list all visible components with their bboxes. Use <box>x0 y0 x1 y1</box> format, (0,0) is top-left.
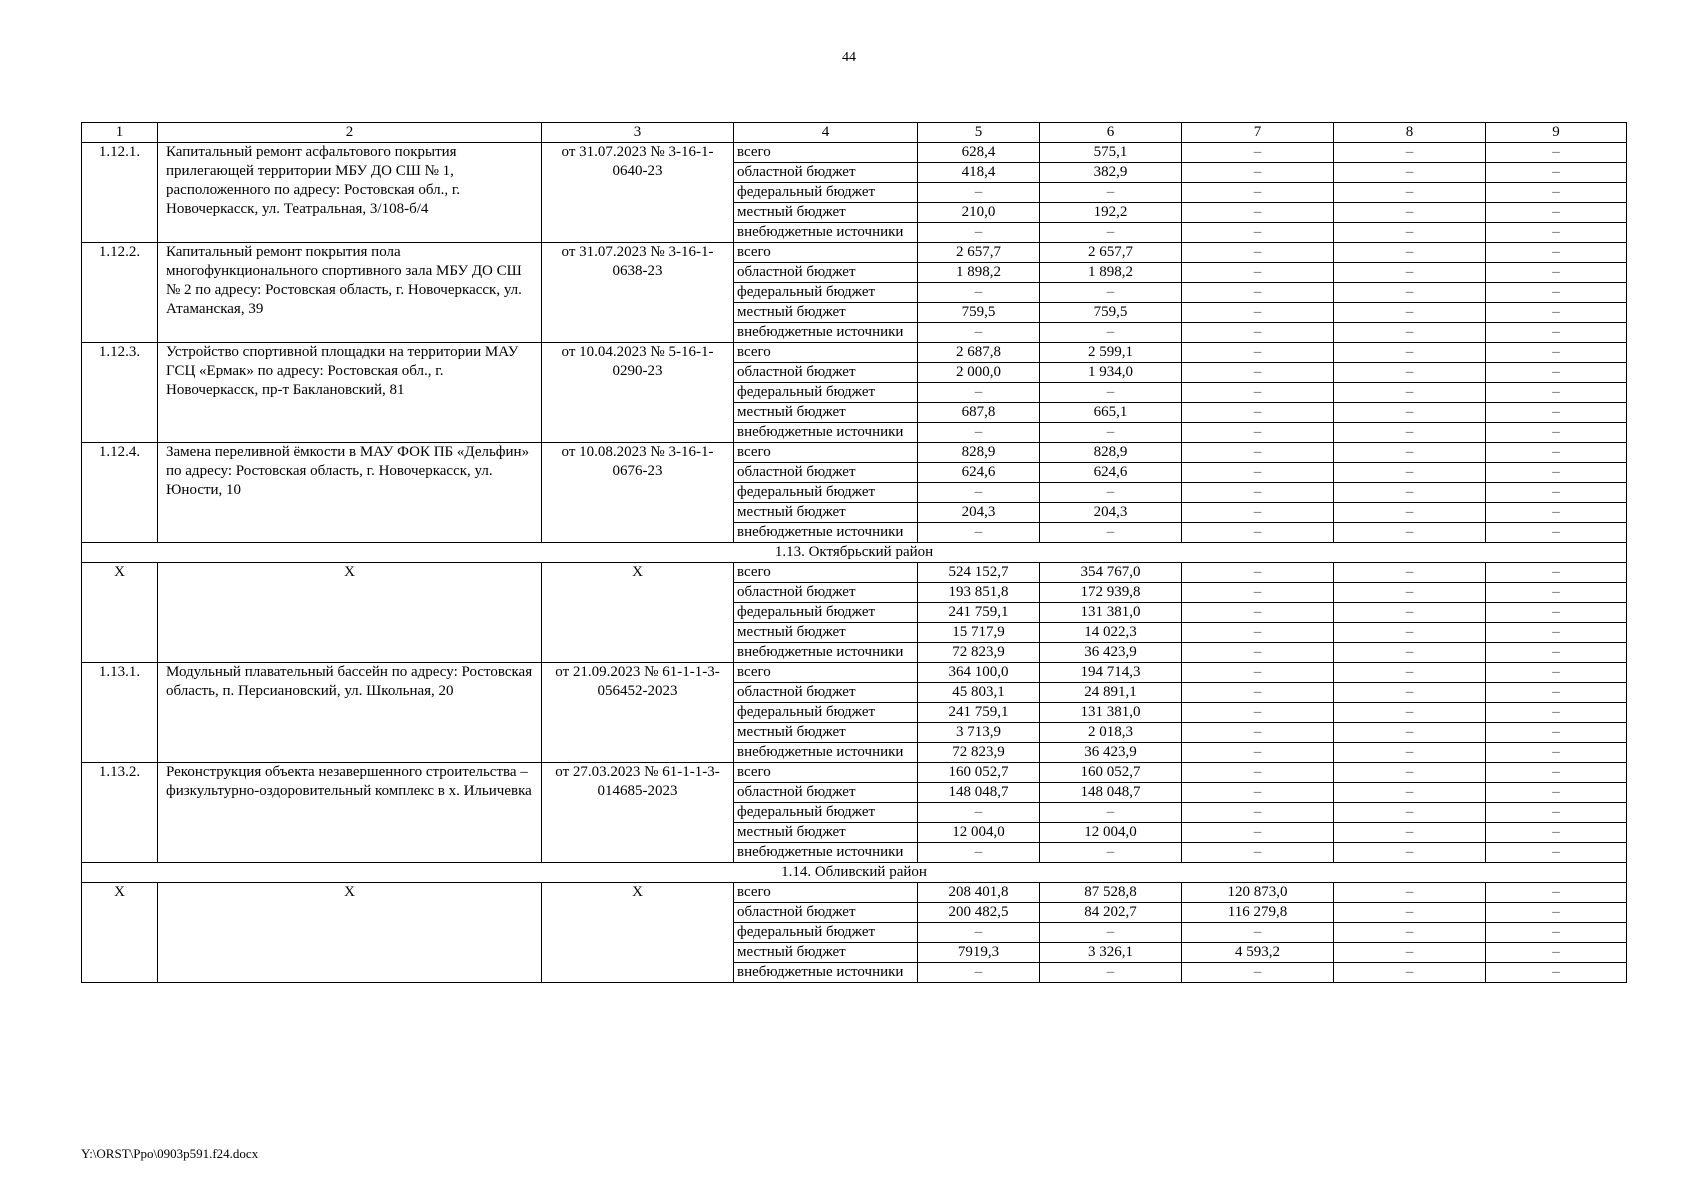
amount-cell: – <box>1486 443 1627 463</box>
amount-cell: – <box>1182 843 1334 863</box>
funding-source: местный бюджет <box>734 623 918 643</box>
amount-cell: 172 939,8 <box>1040 583 1182 603</box>
amount-cell: – <box>1040 323 1182 343</box>
amount-cell: 2 018,3 <box>1040 723 1182 743</box>
section-title: 1.13. Октябрьский район <box>82 543 1627 563</box>
column-number: 8 <box>1334 123 1486 143</box>
amount-cell: 72 823,9 <box>918 743 1040 763</box>
amount-cell: 241 759,1 <box>918 603 1040 623</box>
amount-cell: 84 202,7 <box>1040 903 1182 923</box>
amount-cell: – <box>1334 303 1486 323</box>
item-document: от 21.09.2023 № 61-1-1-3-056452-2023 <box>542 663 734 763</box>
amount-cell: – <box>1182 503 1334 523</box>
item-document: от 10.08.2023 № 3-16-1-0676-23 <box>542 443 734 543</box>
funding-source: всего <box>734 883 918 903</box>
budget-table <box>81 122 1627 983</box>
amount-cell: – <box>1486 943 1627 963</box>
amount-cell: 575,1 <box>1040 143 1182 163</box>
amount-cell: – <box>1182 683 1334 703</box>
funding-source: федеральный бюджет <box>734 703 918 723</box>
amount-cell: – <box>1182 563 1334 583</box>
column-number-row <box>82 123 1627 143</box>
amount-cell: – <box>1486 243 1627 263</box>
amount-cell: 24 891,1 <box>1040 683 1182 703</box>
amount-cell: – <box>1182 403 1334 423</box>
amount-cell: 192,2 <box>1040 203 1182 223</box>
amount-cell: 7919,3 <box>918 943 1040 963</box>
column-number: 7 <box>1182 123 1334 143</box>
amount-cell: – <box>1486 763 1627 783</box>
item-document: от 27.03.2023 № 61-1-1-3-014685-2023 <box>542 763 734 863</box>
amount-cell: – <box>1486 843 1627 863</box>
amount-cell: – <box>1486 183 1627 203</box>
amount-cell: – <box>1486 363 1627 383</box>
amount-cell: 45 803,1 <box>918 683 1040 703</box>
amount-cell: 14 022,3 <box>1040 623 1182 643</box>
amount-cell: 15 717,9 <box>918 623 1040 643</box>
amount-cell: – <box>1486 703 1627 723</box>
amount-cell: – <box>1486 403 1627 423</box>
amount-cell: – <box>918 963 1040 983</box>
amount-cell: – <box>1040 923 1182 943</box>
amount-cell: – <box>1486 343 1627 363</box>
amount-cell: – <box>1486 523 1627 543</box>
amount-cell: – <box>1334 223 1486 243</box>
amount-cell: – <box>1182 763 1334 783</box>
funding-source: местный бюджет <box>734 823 918 843</box>
amount-cell: – <box>1486 203 1627 223</box>
amount-cell: – <box>1182 163 1334 183</box>
funding-source: федеральный бюджет <box>734 803 918 823</box>
item-name: X <box>158 563 542 663</box>
amount-cell: – <box>1486 583 1627 603</box>
amount-cell: 194 714,3 <box>1040 663 1182 683</box>
amount-cell: – <box>1486 603 1627 623</box>
amount-cell: – <box>1182 323 1334 343</box>
funding-source: всего <box>734 663 918 683</box>
amount-cell: – <box>918 843 1040 863</box>
amount-cell: – <box>1486 283 1627 303</box>
amount-cell: – <box>1334 803 1486 823</box>
section-title: 1.14. Обливский район <box>82 863 1627 883</box>
funding-source: областной бюджет <box>734 363 918 383</box>
amount-cell: – <box>1182 183 1334 203</box>
item-number: 1.13.1. <box>82 663 158 763</box>
funding-source: местный бюджет <box>734 203 918 223</box>
amount-cell: – <box>1182 463 1334 483</box>
amount-cell: 828,9 <box>918 443 1040 463</box>
amount-cell: 120 873,0 <box>1182 883 1334 903</box>
funding-source: всего <box>734 763 918 783</box>
amount-cell: 200 482,5 <box>918 903 1040 923</box>
amount-cell: – <box>918 283 1040 303</box>
amount-cell: 665,1 <box>1040 403 1182 423</box>
column-number: 6 <box>1040 123 1182 143</box>
amount-cell: 116 279,8 <box>1182 903 1334 923</box>
amount-cell: – <box>918 383 1040 403</box>
amount-cell: – <box>1486 823 1627 843</box>
amount-cell: – <box>1182 263 1334 283</box>
amount-cell: – <box>1334 923 1486 943</box>
item-number: X <box>82 563 158 663</box>
funding-source: местный бюджет <box>734 303 918 323</box>
funding-source: федеральный бюджет <box>734 183 918 203</box>
amount-cell: 36 423,9 <box>1040 743 1182 763</box>
amount-cell: 1 934,0 <box>1040 363 1182 383</box>
item-name: Устройство спортивной площадки на территории МАУ ГСЦ «Ермак» по адресу: Ростовская обл., г. Новочеркасск, пр-т Баклановский, 81 <box>158 343 542 443</box>
item-name: Капитальный ремонт покрытия пола многофункционального спортивного зала МБУ ДО СШ № 2 по адресу: Ростовская область, г. Новочеркасск, ул. Атаманская, 39 <box>158 243 542 343</box>
amount-cell: – <box>1040 383 1182 403</box>
amount-cell: – <box>1182 723 1334 743</box>
amount-cell: – <box>1182 823 1334 843</box>
amount-cell: – <box>1334 883 1486 903</box>
amount-cell: – <box>1334 603 1486 623</box>
amount-cell: 160 052,7 <box>1040 763 1182 783</box>
item-number: X <box>82 883 158 983</box>
amount-cell: – <box>1182 283 1334 303</box>
amount-cell: – <box>1486 263 1627 283</box>
amount-cell: – <box>1182 803 1334 823</box>
amount-cell: – <box>1182 203 1334 223</box>
amount-cell: – <box>1486 483 1627 503</box>
amount-cell: 2 657,7 <box>1040 243 1182 263</box>
amount-cell: 241 759,1 <box>918 703 1040 723</box>
amount-cell: – <box>1334 463 1486 483</box>
amount-cell: – <box>1182 343 1334 363</box>
item-number: 1.13.2. <box>82 763 158 863</box>
amount-cell: – <box>1182 703 1334 723</box>
amount-cell: – <box>1040 183 1182 203</box>
amount-cell: – <box>1182 523 1334 543</box>
amount-cell: – <box>1040 843 1182 863</box>
amount-cell: – <box>1334 683 1486 703</box>
amount-cell: 204,3 <box>918 503 1040 523</box>
funding-source: внебюджетные источники <box>734 643 918 663</box>
amount-cell: 131 381,0 <box>1040 703 1182 723</box>
amount-cell: – <box>1486 783 1627 803</box>
amount-cell: – <box>1182 383 1334 403</box>
item-name: Модульный плавательный бассейн по адресу: Ростовская область, п. Персиановский, ул. Школьная, 20 <box>158 663 542 763</box>
amount-cell: – <box>1334 503 1486 523</box>
item-document: от 10.04.2023 № 5-16-1-0290-23 <box>542 343 734 443</box>
funding-source: местный бюджет <box>734 503 918 523</box>
amount-cell: – <box>1486 663 1627 683</box>
funding-source: областной бюджет <box>734 683 918 703</box>
amount-cell: – <box>1040 803 1182 823</box>
amount-cell: 148 048,7 <box>1040 783 1182 803</box>
amount-cell: 87 528,8 <box>1040 883 1182 903</box>
table-row <box>82 343 1627 363</box>
funding-source: областной бюджет <box>734 583 918 603</box>
amount-cell: 354 767,0 <box>1040 563 1182 583</box>
amount-cell: – <box>1182 603 1334 623</box>
amount-cell: – <box>1334 643 1486 663</box>
amount-cell: – <box>1334 423 1486 443</box>
item-number: 1.12.2. <box>82 243 158 343</box>
funding-source: внебюджетные источники <box>734 223 918 243</box>
table-row <box>82 443 1627 463</box>
amount-cell: – <box>1334 183 1486 203</box>
amount-cell: 2 657,7 <box>918 243 1040 263</box>
amount-cell: – <box>1040 423 1182 443</box>
funding-source: областной бюджет <box>734 263 918 283</box>
amount-cell: – <box>1182 143 1334 163</box>
amount-cell: 12 004,0 <box>918 823 1040 843</box>
funding-source: внебюджетные источники <box>734 963 918 983</box>
amount-cell: – <box>1182 923 1334 943</box>
amount-cell: – <box>918 423 1040 443</box>
amount-cell: – <box>918 483 1040 503</box>
funding-source: всего <box>734 343 918 363</box>
amount-cell: – <box>1182 643 1334 663</box>
amount-cell: 759,5 <box>918 303 1040 323</box>
amount-cell: 210,0 <box>918 203 1040 223</box>
amount-cell: – <box>1334 323 1486 343</box>
amount-cell: – <box>1182 743 1334 763</box>
funding-source: федеральный бюджет <box>734 483 918 503</box>
funding-source: федеральный бюджет <box>734 923 918 943</box>
amount-cell: – <box>1334 743 1486 763</box>
amount-cell: 759,5 <box>1040 303 1182 323</box>
funding-source: местный бюджет <box>734 723 918 743</box>
amount-cell: – <box>1486 903 1627 923</box>
amount-cell: – <box>1040 963 1182 983</box>
funding-source: областной бюджет <box>734 163 918 183</box>
funding-source: всего <box>734 563 918 583</box>
amount-cell: 148 048,7 <box>918 783 1040 803</box>
amount-cell: – <box>1334 703 1486 723</box>
amount-cell: – <box>1334 163 1486 183</box>
amount-cell: – <box>1334 523 1486 543</box>
funding-source: внебюджетные источники <box>734 523 918 543</box>
amount-cell: – <box>918 183 1040 203</box>
amount-cell: – <box>1040 283 1182 303</box>
amount-cell: – <box>1334 623 1486 643</box>
amount-cell: 524 152,7 <box>918 563 1040 583</box>
amount-cell: – <box>1486 803 1627 823</box>
funding-source: внебюджетные источники <box>734 743 918 763</box>
amount-cell: 628,4 <box>918 143 1040 163</box>
funding-source: федеральный бюджет <box>734 603 918 623</box>
amount-cell: – <box>1486 683 1627 703</box>
funding-source: внебюджетные источники <box>734 423 918 443</box>
column-number: 5 <box>918 123 1040 143</box>
amount-cell: – <box>1486 643 1627 663</box>
item-name: Капитальный ремонт асфальтового покрытия прилегающей территории МБУ ДО СШ № 1, расположенного по адресу: Ростовская обл., г. Новочеркасск, ул. Театральная, 3/108-б/4 <box>158 143 542 243</box>
item-number: 1.12.1. <box>82 143 158 243</box>
table-row <box>82 763 1627 783</box>
section-header-row <box>82 863 1627 883</box>
amount-cell: – <box>1486 303 1627 323</box>
item-document: от 31.07.2023 № 3-16-1-0640-23 <box>542 143 734 243</box>
amount-cell: – <box>1334 663 1486 683</box>
table-row <box>82 883 1627 903</box>
amount-cell: – <box>1334 843 1486 863</box>
amount-cell: – <box>1334 263 1486 283</box>
amount-cell: – <box>1182 783 1334 803</box>
amount-cell: – <box>1334 343 1486 363</box>
funding-source: внебюджетные источники <box>734 843 918 863</box>
amount-cell: 12 004,0 <box>1040 823 1182 843</box>
amount-cell: – <box>1182 583 1334 603</box>
amount-cell: – <box>1182 243 1334 263</box>
funding-source: всего <box>734 243 918 263</box>
amount-cell: – <box>1334 763 1486 783</box>
item-name: Реконструкция объекта незавершенного строительства – физкультурно-оздоровительный комплекс в х. Ильичевка <box>158 763 542 863</box>
amount-cell: – <box>1486 323 1627 343</box>
amount-cell: – <box>1040 483 1182 503</box>
item-document: X <box>542 563 734 663</box>
amount-cell: 418,4 <box>918 163 1040 183</box>
amount-cell: – <box>918 323 1040 343</box>
funding-source: внебюджетные источники <box>734 323 918 343</box>
amount-cell: 4 593,2 <box>1182 943 1334 963</box>
page-number: 44 <box>842 50 856 65</box>
section-header-row <box>82 543 1627 563</box>
amount-cell: – <box>1486 923 1627 943</box>
amount-cell: – <box>1334 823 1486 843</box>
amount-cell: 160 052,7 <box>918 763 1040 783</box>
item-number: 1.12.4. <box>82 443 158 543</box>
item-document: X <box>542 883 734 983</box>
item-number: 1.12.3. <box>82 343 158 443</box>
amount-cell: – <box>1334 943 1486 963</box>
amount-cell: 3 713,9 <box>918 723 1040 743</box>
column-number: 1 <box>82 123 158 143</box>
amount-cell: 131 381,0 <box>1040 603 1182 623</box>
amount-cell: – <box>1182 303 1334 323</box>
amount-cell: – <box>1334 363 1486 383</box>
amount-cell: – <box>1182 483 1334 503</box>
amount-cell: – <box>1486 223 1627 243</box>
amount-cell: – <box>1486 163 1627 183</box>
amount-cell: – <box>918 923 1040 943</box>
amount-cell: – <box>1334 563 1486 583</box>
funding-source: всего <box>734 143 918 163</box>
amount-cell: – <box>1486 423 1627 443</box>
amount-cell: 208 401,8 <box>918 883 1040 903</box>
amount-cell: – <box>1334 903 1486 923</box>
funding-source: местный бюджет <box>734 403 918 423</box>
amount-cell: – <box>1040 523 1182 543</box>
amount-cell: – <box>1486 143 1627 163</box>
amount-cell: – <box>1334 483 1486 503</box>
amount-cell: – <box>1334 243 1486 263</box>
table-row <box>82 563 1627 583</box>
amount-cell: – <box>1334 203 1486 223</box>
amount-cell: 2 687,8 <box>918 343 1040 363</box>
table-row <box>82 243 1627 263</box>
amount-cell: 36 423,9 <box>1040 643 1182 663</box>
table-row <box>82 143 1627 163</box>
amount-cell: – <box>1182 443 1334 463</box>
funding-source: местный бюджет <box>734 943 918 963</box>
amount-cell: – <box>1486 503 1627 523</box>
funding-source: областной бюджет <box>734 463 918 483</box>
amount-cell: 2 599,1 <box>1040 343 1182 363</box>
amount-cell: – <box>1334 583 1486 603</box>
amount-cell: 193 851,8 <box>918 583 1040 603</box>
funding-source: областной бюджет <box>734 903 918 923</box>
amount-cell: – <box>1334 143 1486 163</box>
amount-cell: – <box>1486 743 1627 763</box>
amount-cell: 1 898,2 <box>918 263 1040 283</box>
amount-cell: – <box>1334 283 1486 303</box>
amount-cell: 687,8 <box>918 403 1040 423</box>
column-number: 9 <box>1486 123 1627 143</box>
amount-cell: – <box>1486 463 1627 483</box>
amount-cell: – <box>1182 223 1334 243</box>
file-path-footer: Y:\ORST\Ppo\0903p591.f24.docx <box>81 1146 259 1161</box>
amount-cell: – <box>1486 963 1627 983</box>
amount-cell: – <box>1334 403 1486 423</box>
amount-cell: – <box>1486 383 1627 403</box>
amount-cell: – <box>1334 383 1486 403</box>
table-row <box>82 663 1627 683</box>
amount-cell: 382,9 <box>1040 163 1182 183</box>
item-name: Замена переливной ёмкости в МАУ ФОК ПБ «Дельфин» по адресу: Ростовская область, г. Новочеркасск, ул. Юности, 10 <box>158 443 542 543</box>
amount-cell: 624,6 <box>918 463 1040 483</box>
amount-cell: – <box>1334 443 1486 463</box>
funding-source: федеральный бюджет <box>734 283 918 303</box>
funding-source: федеральный бюджет <box>734 383 918 403</box>
amount-cell: – <box>1182 663 1334 683</box>
column-number: 3 <box>542 123 734 143</box>
amount-cell: – <box>1182 623 1334 643</box>
amount-cell: – <box>1486 563 1627 583</box>
amount-cell: – <box>1182 363 1334 383</box>
amount-cell: – <box>918 803 1040 823</box>
amount-cell: 3 326,1 <box>1040 943 1182 963</box>
amount-cell: – <box>918 523 1040 543</box>
amount-cell: 1 898,2 <box>1040 263 1182 283</box>
column-number: 4 <box>734 123 918 143</box>
amount-cell: 204,3 <box>1040 503 1182 523</box>
amount-cell: – <box>1334 783 1486 803</box>
amount-cell: 828,9 <box>1040 443 1182 463</box>
funding-source: всего <box>734 443 918 463</box>
funding-source: областной бюджет <box>734 783 918 803</box>
item-name: X <box>158 883 542 983</box>
amount-cell: 2 000,0 <box>918 363 1040 383</box>
amount-cell: – <box>1040 223 1182 243</box>
amount-cell: – <box>1486 723 1627 743</box>
amount-cell: – <box>1334 963 1486 983</box>
amount-cell: 364 100,0 <box>918 663 1040 683</box>
amount-cell: 624,6 <box>1040 463 1182 483</box>
amount-cell: – <box>1486 623 1627 643</box>
amount-cell: – <box>918 223 1040 243</box>
amount-cell: – <box>1182 963 1334 983</box>
column-number: 2 <box>158 123 542 143</box>
item-document: от 31.07.2023 № 3-16-1-0638-23 <box>542 243 734 343</box>
amount-cell: – <box>1182 423 1334 443</box>
amount-cell: – <box>1334 723 1486 743</box>
amount-cell: 72 823,9 <box>918 643 1040 663</box>
amount-cell: – <box>1486 883 1627 903</box>
